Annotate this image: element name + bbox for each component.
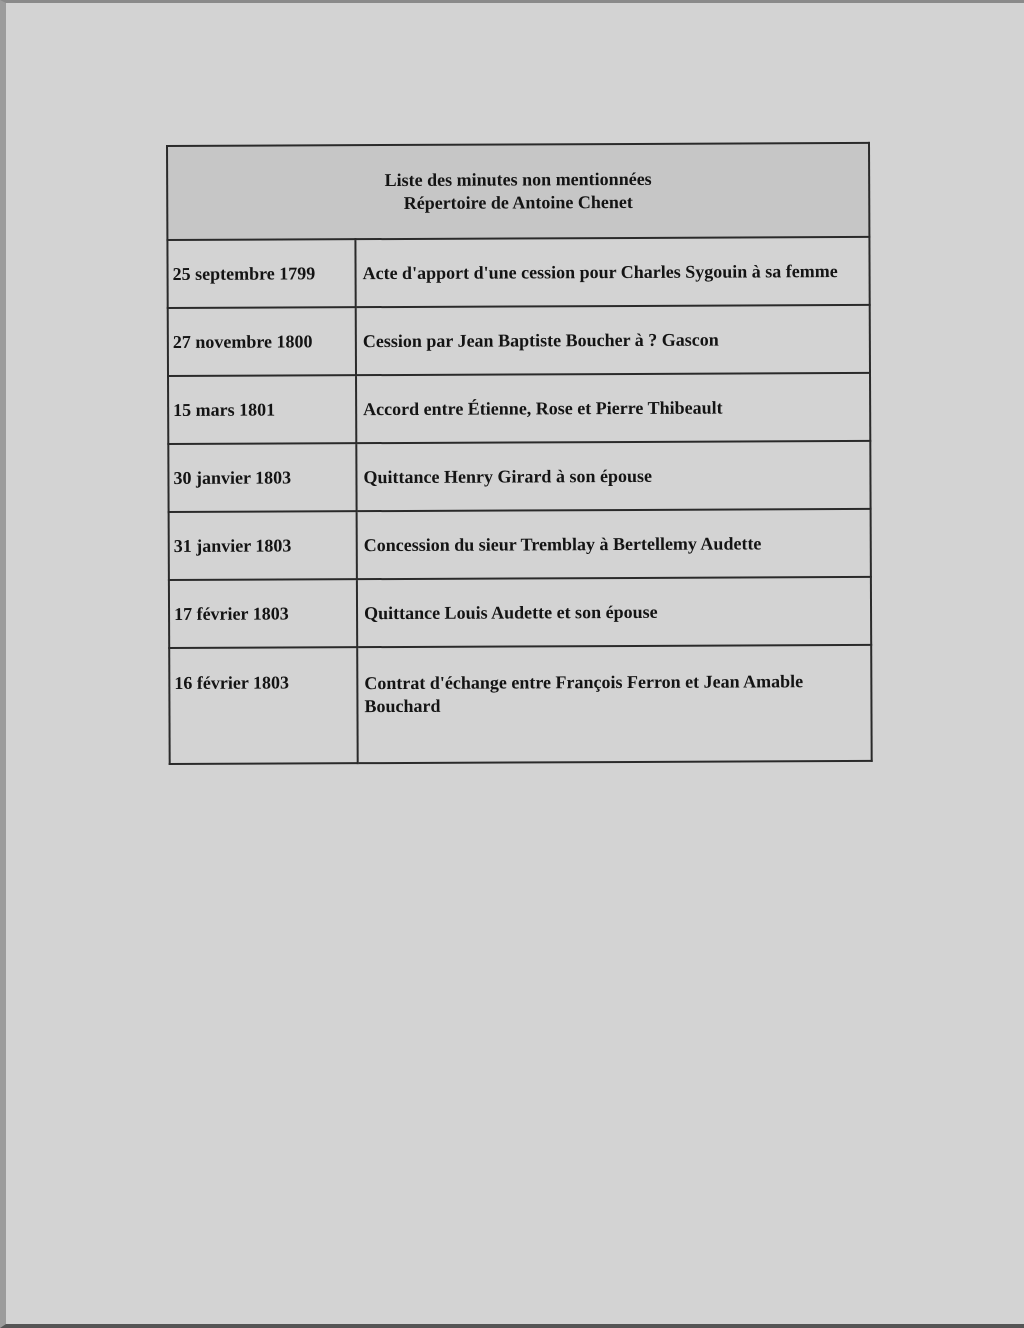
date-cell: 31 janvier 1803 [169, 511, 357, 580]
table-header [167, 143, 869, 240]
table-row [169, 645, 871, 764]
date-cell: 15 mars 1801 [168, 375, 356, 444]
table-row [169, 509, 871, 580]
description-cell: Cession par Jean Baptiste Boucher à ? Gascon [356, 305, 870, 375]
description-cell: Quittance Louis Audette et son épouse [357, 577, 871, 647]
description-cell: Acte d'apport d'une cession pour Charles Sygouin à sa femme [355, 237, 869, 307]
minutes-table [166, 142, 873, 765]
table-header-row [167, 143, 869, 240]
table-row [169, 577, 871, 648]
date-cell: 16 février 1803 [169, 647, 358, 764]
description-cell: Contrat d'échange entre François Ferron et Jean Amable Bouchard [357, 645, 872, 763]
table-subtitle: Répertoire de Antoine Chenet [403, 191, 633, 213]
table-row [168, 441, 870, 512]
table-row [168, 305, 870, 376]
description-cell: Quittance Henry Girard à son épouse [356, 441, 870, 511]
table-row [168, 373, 870, 444]
date-cell: 30 janvier 1803 [168, 443, 356, 512]
description-cell: Concession du sieur Tremblay à Bertellemy Audette [357, 509, 871, 579]
date-cell: 17 février 1803 [169, 579, 357, 648]
date-cell: 25 septembre 1799 [167, 239, 355, 308]
table-row [167, 237, 869, 308]
date-cell: 27 novembre 1800 [168, 307, 356, 376]
description-cell: Accord entre Étienne, Rose et Pierre Thibeault [356, 373, 870, 443]
table-title: Liste des minutes non mentionnées [384, 168, 652, 191]
